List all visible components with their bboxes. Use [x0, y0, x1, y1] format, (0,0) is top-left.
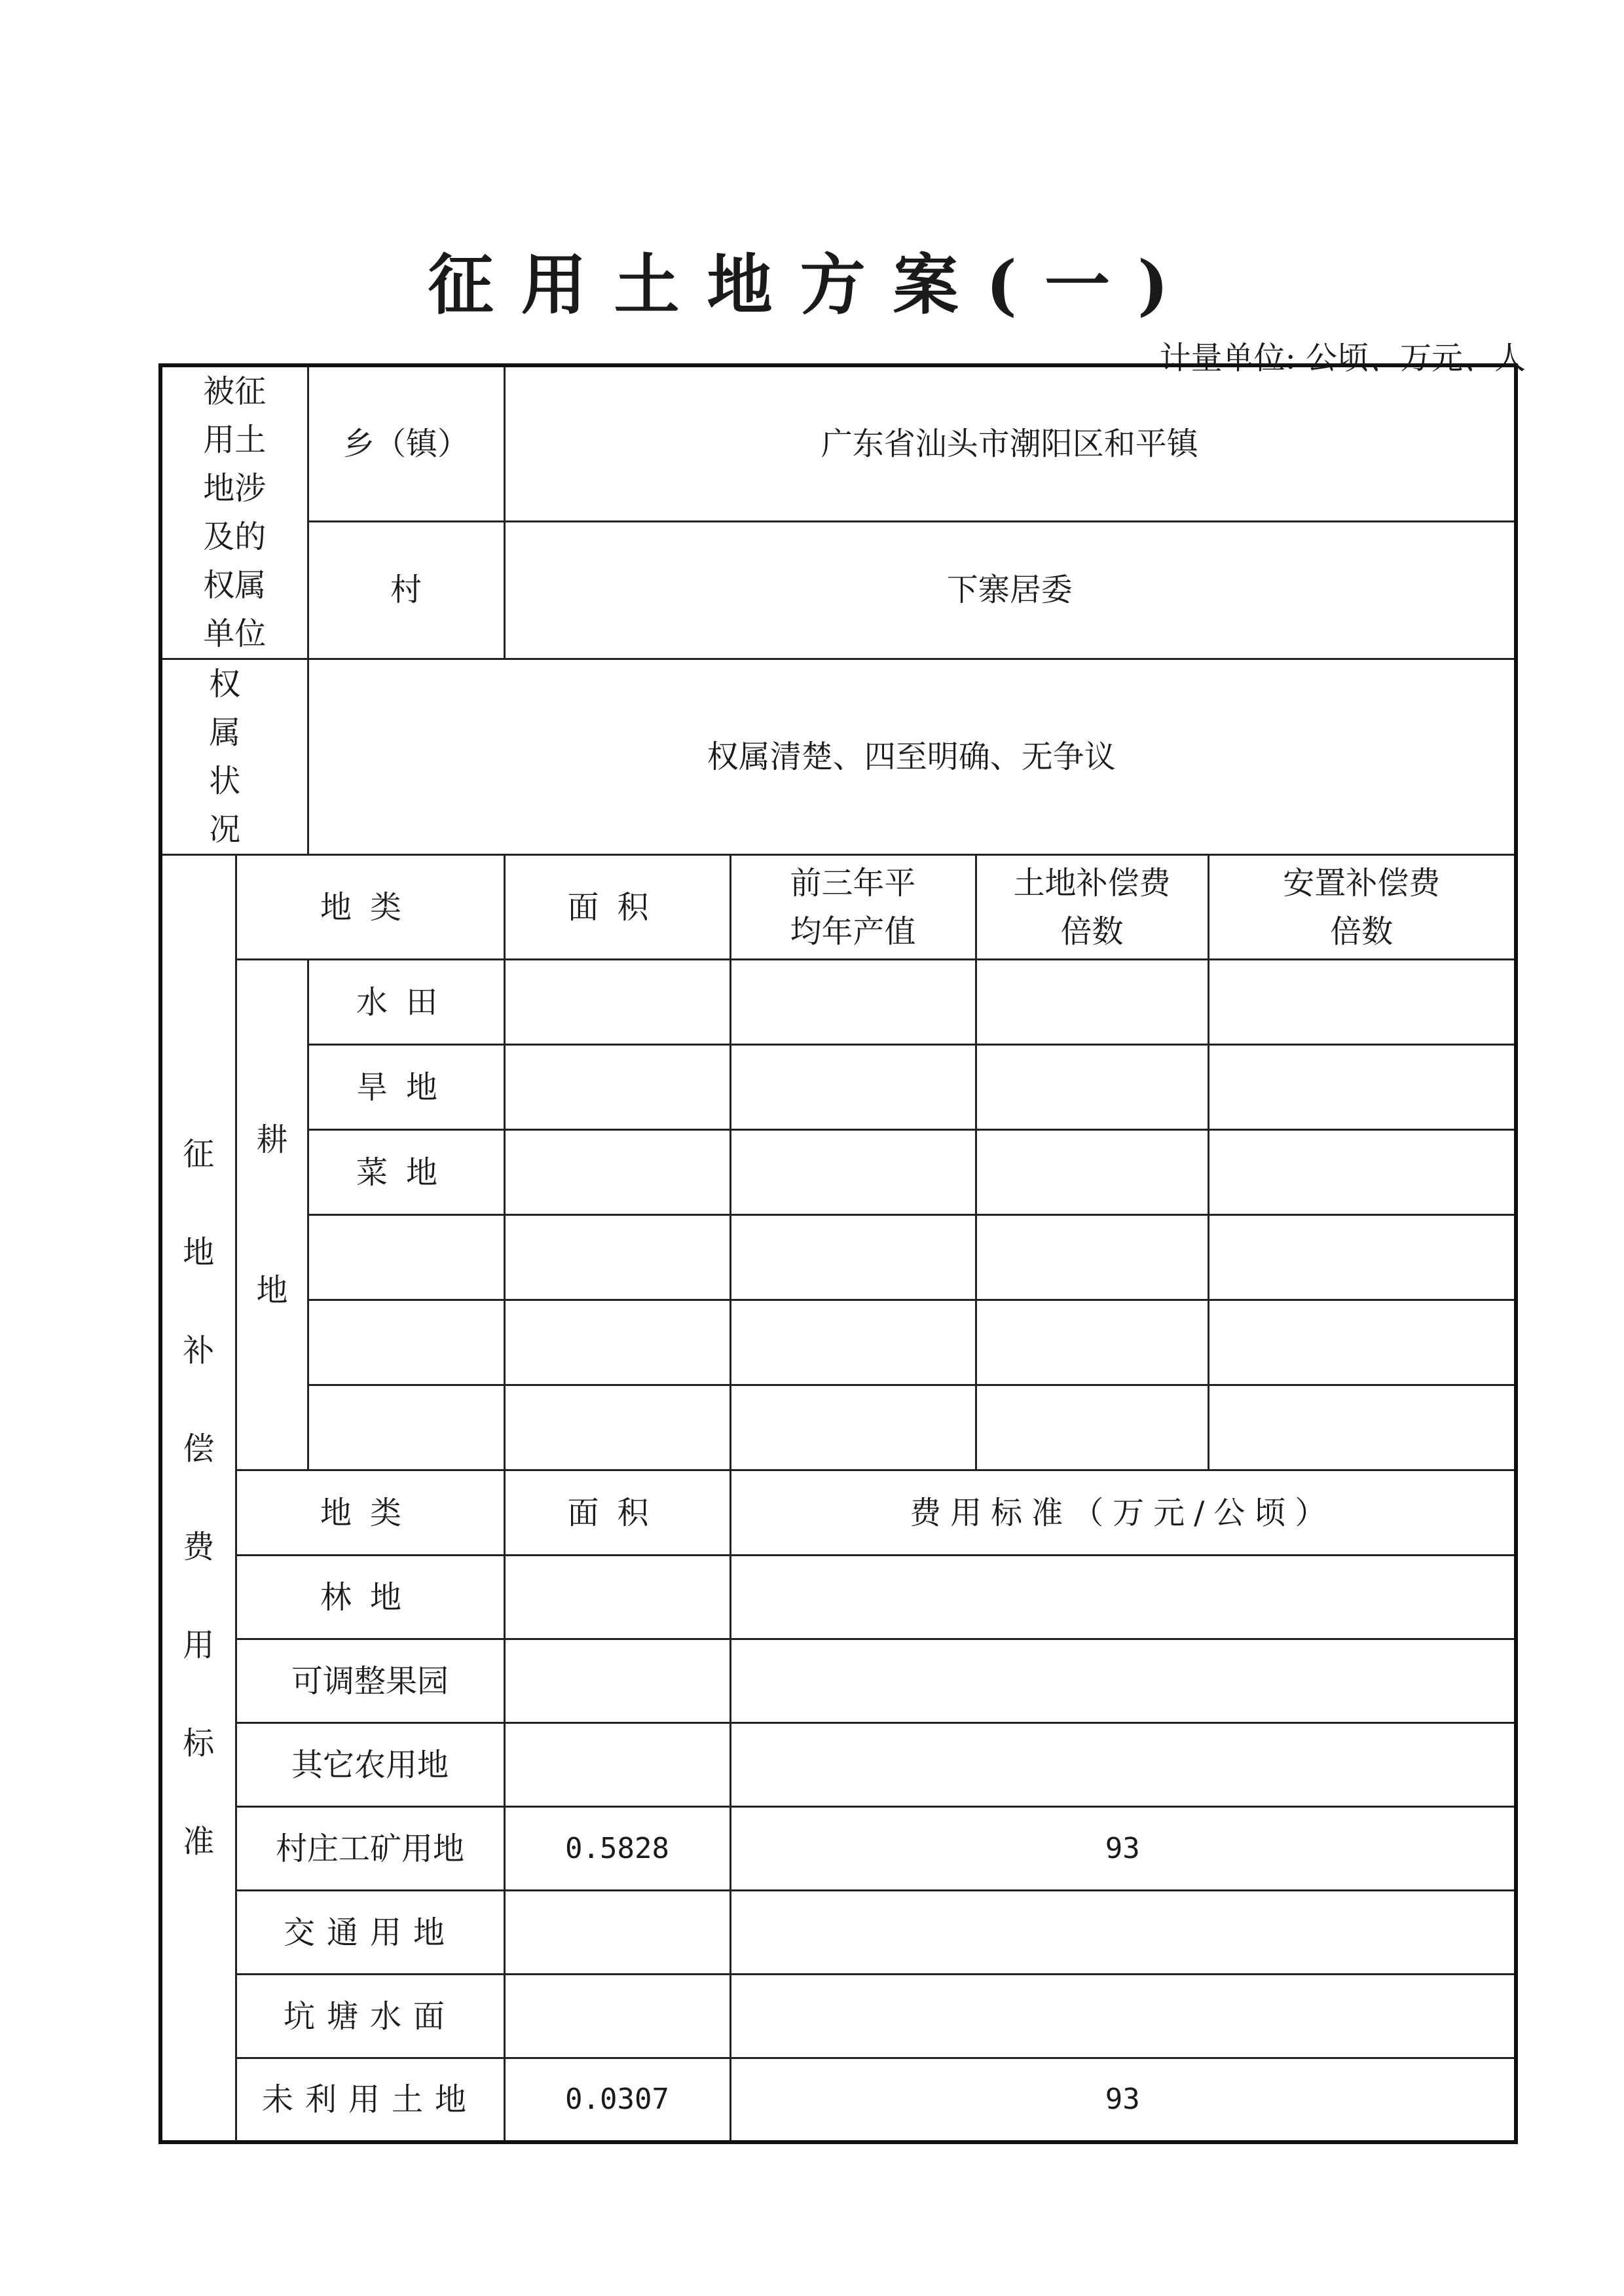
other-row-standard [730, 1891, 1516, 1975]
cultivated-row-land-multiple [976, 960, 1208, 1045]
other-row-standard [730, 1975, 1516, 2058]
cultivated-row-avg-output [730, 1385, 976, 1470]
cultivated-header-land-type: 地类 [236, 855, 504, 960]
other-row-type: 其它农用地 [236, 1723, 504, 1807]
cultivated-row-resettle-multiple [1208, 1300, 1516, 1385]
cultivated-row-type: 水田 [308, 960, 504, 1045]
cultivated-row-type [308, 1300, 504, 1385]
other-row-area [504, 1975, 730, 2058]
cultivated-row-area [504, 1385, 730, 1470]
compensation-section-label: 征地补偿费用标准 [160, 855, 236, 2142]
cultivated-row-resettle-multiple [1208, 1385, 1516, 1470]
other-row-type: 林地 [236, 1556, 504, 1639]
other-row-standard [730, 1723, 1516, 1807]
other-header-area: 面积 [504, 1470, 730, 1556]
cultivated-row-land-multiple [976, 1045, 1208, 1130]
cultivated-row-avg-output [730, 1300, 976, 1385]
ownership-units-label: 被征用土地涉及的权属单位 [160, 365, 308, 659]
ownership-status-value: 权属清楚、四至明确、无争议 [308, 659, 1516, 855]
other-row-area: 0.0307 [504, 2058, 730, 2142]
cultivated-row-land-multiple [976, 1130, 1208, 1215]
cultivated-row-resettle-multiple [1208, 1045, 1516, 1130]
cultivated-header-resettle-multiple: 安置补偿费倍数 [1208, 855, 1516, 960]
cultivated-row-avg-output [730, 1130, 976, 1215]
other-row-type: 未利用土地 [236, 2058, 504, 2142]
land-requisition-table [158, 363, 1514, 2118]
other-row-standard [730, 1556, 1516, 1639]
other-row-area [504, 1723, 730, 1807]
cultivated-header-area: 面积 [504, 855, 730, 960]
cultivated-row-avg-output [730, 1215, 976, 1300]
cultivated-row-land-multiple [976, 1385, 1208, 1470]
cultivated-row-resettle-multiple [1208, 1215, 1516, 1300]
cultivated-header-avg-output: 前三年平均年产值 [730, 855, 976, 960]
cultivated-row-type [308, 1385, 504, 1470]
cultivated-header-land-multiple: 土地补偿费倍数 [976, 855, 1208, 960]
village-label: 村 [308, 521, 504, 659]
other-header-land-type: 地类 [236, 1470, 504, 1556]
other-row-standard: 93 [730, 1807, 1516, 1891]
other-row-area: 0.5828 [504, 1807, 730, 1891]
cultivated-row-land-multiple [976, 1300, 1208, 1385]
ownership-status-label: 权属状况 [160, 659, 308, 855]
other-row-type: 坑塘水面 [236, 1975, 504, 2058]
other-row-type: 可调整果园 [236, 1639, 504, 1723]
page-title: 征用土地方案(一) [428, 246, 1196, 323]
village-value: 下寨居委 [504, 521, 1516, 659]
other-row-area [504, 1639, 730, 1723]
cultivated-row-avg-output [730, 1045, 976, 1130]
cultivated-row-resettle-multiple [1208, 960, 1516, 1045]
other-row-area [504, 1556, 730, 1639]
cultivated-row-type: 菜地 [308, 1130, 504, 1215]
cultivated-row-area [504, 1300, 730, 1385]
other-row-area [504, 1891, 730, 1975]
cultivated-row-area [504, 960, 730, 1045]
cultivated-row-type: 旱地 [308, 1045, 504, 1130]
cultivated-row-area [504, 1215, 730, 1300]
cultivated-group-label: 耕地 [236, 960, 308, 1470]
cultivated-row-type [308, 1215, 504, 1300]
cultivated-row-land-multiple [976, 1215, 1208, 1300]
cultivated-row-avg-output [730, 960, 976, 1045]
cultivated-row-area [504, 1045, 730, 1130]
unit-label: 计量单位: 公顷、万元、人 [1159, 340, 1526, 376]
township-label: 乡（镇） [308, 365, 504, 521]
other-row-type: 交通用地 [236, 1891, 504, 1975]
cultivated-row-area [504, 1130, 730, 1215]
other-row-standard [730, 1639, 1516, 1723]
cultivated-row-resettle-multiple [1208, 1130, 1516, 1215]
other-row-type: 村庄工矿用地 [236, 1807, 504, 1891]
other-row-standard: 93 [730, 2058, 1516, 2142]
township-value: 广东省汕头市潮阳区和平镇 [504, 365, 1516, 521]
other-header-standard: 费用标准（万元/公顷） [730, 1470, 1516, 1556]
